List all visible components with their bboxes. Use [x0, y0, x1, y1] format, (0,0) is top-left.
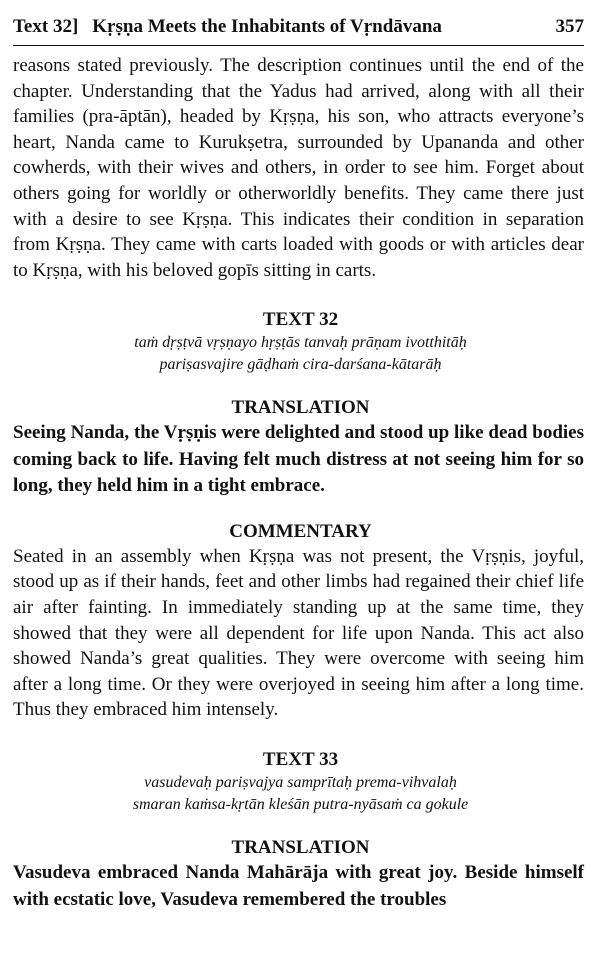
- text-33-heading: TEXT 33: [262, 749, 339, 770]
- text-33-verse-line-1: vasudevaḥ pariṣvajya samprītaḥ prema-vihvalaḥ: [144, 774, 457, 791]
- text-32-verse-line-2: pariṣasvajire gāḍhaṁ cira-darśana-kātarāḥ: [159, 356, 442, 374]
- header-left: [13, 16, 442, 38]
- text-32-commentary-heading: COMMENTARY: [229, 520, 372, 542]
- text-33-translation-heading: TRANSLATION: [231, 837, 370, 858]
- text-32-translation-heading: TRANSLATION: [231, 397, 370, 419]
- text-32-heading: TEXT 32: [262, 309, 339, 331]
- text-32-verse-line-1: taṁ dṛṣṭvā vṛṣṇayo hṛṣṭās tanvaḥ prāṇam ivotthitāḥ: [134, 334, 467, 352]
- intro-paragraph: reasons stated previously. The description continues until the end of the chapter. Understanding that the Yadus had arrived, along with all their families (pra-āptān), headed by Kṛṣṇa, his son, who attracts everyone’s heart, Nanda came to Kurukṣetra, surrounded by Upananda and other cowherds, with their wives and others, in order to see him. Forget about others going for worldly or otherworldly benefits. They came there just with a desire to see Kṛṣṇa. This indicates their condition in separation from Kṛṣṇa. They came with carts loaded with goods or with articles dear to Kṛṣṇa, with his beloved gopīs sitting in carts.: [13, 55, 584, 281]
- page-number: 357: [555, 16, 584, 37]
- text-33-translation: Vasudeva embraced Nanda Mahārāja with great joy. Beside himself with ecstatic love, Vasudeva remembered the troubles: [13, 862, 584, 910]
- text-32-translation: Seeing Nanda, the Vṛṣṇis were delighted and stood up like dead bodies coming back to life. Having felt much distress at not seeing him for so long, they held him in a tight embrace.: [13, 422, 584, 497]
- text-33-verse-line-2: smaran kaṁsa-kṛtān kleśān putra-nyāsaṁ ca gokule: [132, 796, 469, 813]
- text-32-commentary: Seated in an assembly when Kṛṣṇa was not present, the Vṛṣṇis, joyful, stood up as if their hands, feet and other limbs had regained their chief life air after fainting. In immediately standing up at the same time, they showed that they were all dependent for life upon Nanda. This act also showed Nanda’s great qualities. They were overcome with seeing him after a long time. Or they were overjoyed in seeing him after a long time. Thus they embraced him intensely.: [13, 545, 584, 721]
- header-text-label: Text 32]: [13, 16, 79, 37]
- running-header: [13, 0, 584, 46]
- header-chapter-title: Kṛṣṇa Meets the Inhabitants of Vṛndāvana: [92, 16, 442, 37]
